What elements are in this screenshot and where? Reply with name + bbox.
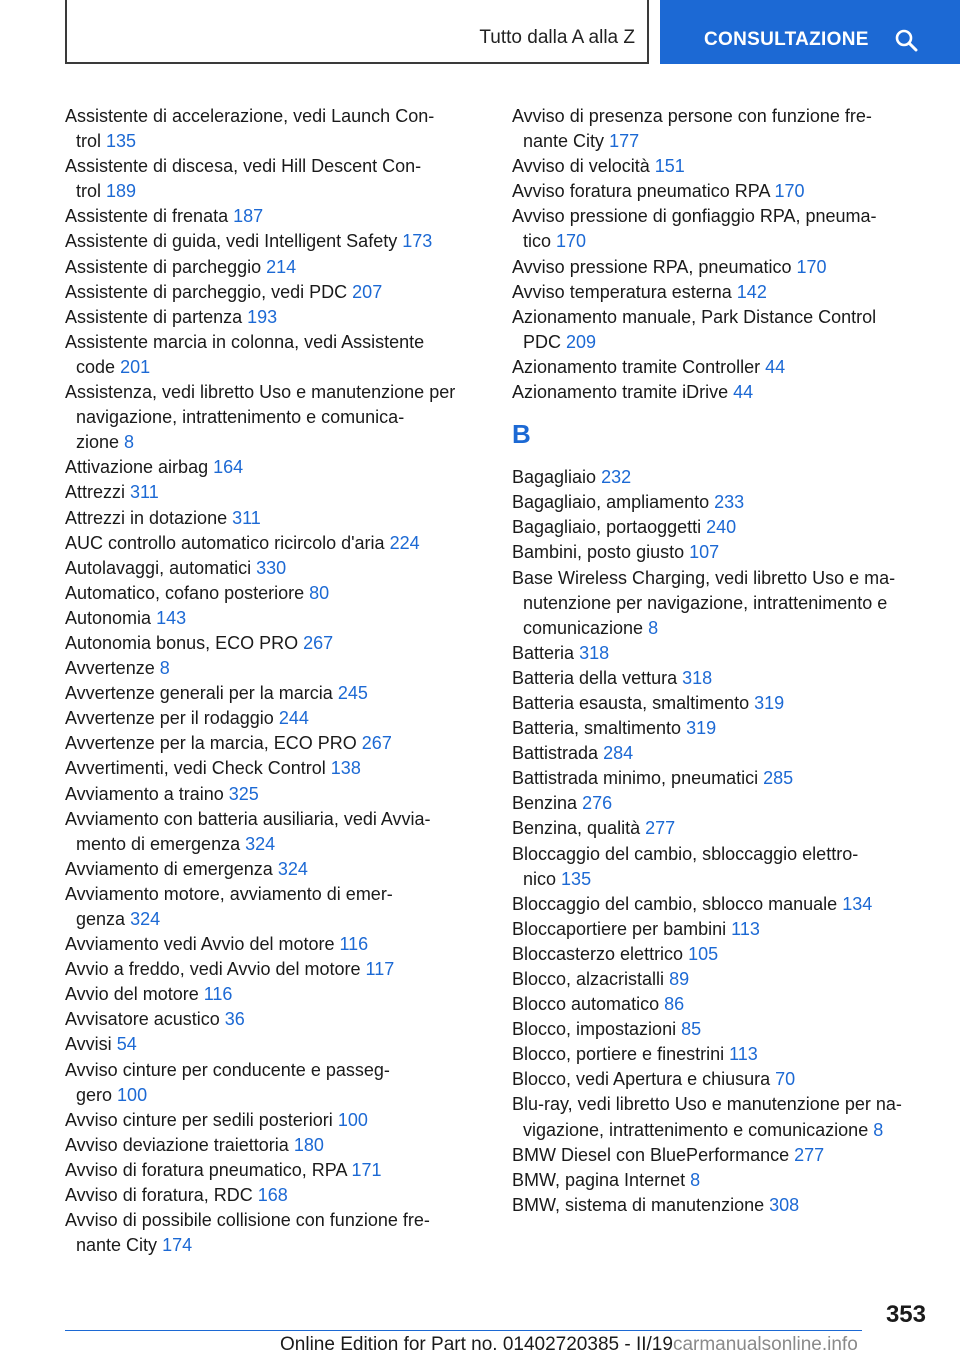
page-reference-link[interactable]: 117	[365, 959, 395, 980]
footer-edition-text: Online Edition for Part no. 01402720385 - II/19	[280, 1334, 673, 1355]
index-entry	[65, 229, 505, 254]
index-entry-text: Assistente di accelerazione, vedi Launch Con-	[65, 106, 435, 126]
index-entry	[512, 179, 952, 204]
index-entry	[65, 1183, 505, 1208]
index-entry	[512, 355, 952, 380]
index-entry-text: Benzina, qualità	[512, 818, 641, 839]
page-reference-link[interactable]: 276	[582, 793, 613, 814]
search-icon[interactable]	[894, 28, 918, 52]
index-entry-text: Bambini, posto giusto	[512, 542, 685, 563]
page-reference-link[interactable]: 214	[266, 256, 297, 277]
index-entry-text: Azionamento manuale, Park Distance Control	[512, 306, 877, 327]
index-entry-text: Avviso temperatura esterna	[512, 281, 732, 302]
index-entry	[65, 204, 505, 229]
index-entry-text: Assistente di frenata	[65, 206, 229, 227]
page-reference-link[interactable]: 80	[309, 582, 330, 603]
index-entry-text-continued: nutenzione per navigazione, intrattenimento e	[523, 592, 888, 613]
index-entry	[65, 280, 505, 305]
index-entry-text: Benzina	[512, 793, 578, 814]
index-entry-text: Azionamento tramite iDrive	[512, 382, 729, 403]
page-reference-link[interactable]: 105	[688, 943, 719, 964]
index-entry	[65, 731, 505, 756]
page-reference-link[interactable]: 319	[686, 718, 717, 739]
index-entry-text: Batteria della vettura	[512, 667, 678, 688]
page-reference-link[interactable]: 36	[224, 1009, 245, 1030]
footer-watermark: carmanualsonline.info	[672, 1334, 858, 1355]
index-entry	[65, 631, 505, 656]
index-entry	[65, 154, 505, 204]
page-reference-link[interactable]: 134	[842, 893, 873, 914]
index-entry-text-continued: trol	[76, 181, 102, 202]
page-reference-link[interactable]: 324	[245, 833, 276, 854]
index-entry	[512, 942, 952, 967]
index-entry	[512, 204, 952, 254]
consultazione-tab[interactable]	[660, 0, 960, 64]
index-entry-text: Avviso foratura pneumatico RPA	[512, 181, 770, 202]
page-reference-link[interactable]: 168	[257, 1185, 288, 1206]
page-reference-link[interactable]: 324	[130, 909, 161, 929]
index-entry-text: Bloccaportiere per bambini	[512, 918, 727, 939]
index-entry	[512, 967, 952, 992]
section-title: Tutto dalla A alla Z	[479, 27, 635, 48]
index-entry	[65, 480, 505, 505]
index-entry-text: Avvertenze per la marcia, ECO PRO	[65, 733, 357, 754]
index-entry-text: Assistente di discesa, vedi Hill Descent Con-	[65, 156, 422, 177]
header-section-box	[65, 0, 649, 64]
index-entry	[512, 666, 952, 691]
page-reference-link[interactable]: 189	[106, 181, 137, 202]
page-reference-link[interactable]: 135	[106, 131, 137, 152]
index-entry	[512, 842, 952, 892]
index-entry-text: Attrezzi	[65, 482, 126, 503]
index-entry-text: Avvertenze generali per la marcia	[65, 683, 333, 704]
index-entry-text: Avviso di velocità	[512, 156, 650, 177]
index-entry-text: Batteria, smaltimento	[512, 718, 682, 739]
page-reference-link[interactable]: 171	[351, 1159, 382, 1180]
page-reference-link[interactable]: 319	[754, 692, 785, 713]
index-entry-text-continued: code	[76, 356, 116, 377]
index-entry-text-continued: nico	[523, 868, 557, 889]
index-entry-text: Autonomia bonus, ECO PRO	[65, 632, 299, 653]
page-reference-link[interactable]: 170	[774, 181, 805, 202]
section-letter-b: B	[512, 419, 531, 450]
index-entry-text-continued: comunicazione	[523, 617, 644, 638]
index-entry	[65, 857, 505, 882]
index-entry	[65, 556, 505, 581]
page-reference-link[interactable]: 330	[256, 557, 287, 578]
index-entry-text: BMW, pagina Internet	[512, 1169, 686, 1190]
index-entry	[65, 305, 505, 330]
index-entry	[512, 1042, 952, 1067]
page-reference-link[interactable]: 277	[794, 1144, 825, 1165]
page-reference-link[interactable]: 86	[664, 994, 685, 1015]
page-reference-link[interactable]: 107	[689, 542, 720, 563]
index-entry-text: Bagagliaio	[512, 467, 597, 488]
index-entry	[65, 1032, 505, 1057]
index-entry	[512, 465, 952, 490]
index-column-right	[512, 104, 952, 1218]
index-entry	[512, 992, 952, 1017]
index-entry-text: Autonomia	[65, 607, 152, 628]
footer-divider	[65, 1330, 862, 1331]
index-entry	[512, 1017, 952, 1042]
index-entry	[512, 154, 952, 179]
index-entry	[512, 917, 952, 942]
index-entry-text: Bagagliaio, portaoggetti	[512, 517, 702, 538]
index-entry-text: Avviamento con batteria ausiliaria, vedi Avvia-	[65, 808, 431, 829]
index-entry	[512, 280, 952, 305]
index-entry-text: Avviso pressione RPA, pneumatico	[512, 256, 792, 277]
page-reference-link[interactable]: 44	[765, 356, 786, 377]
index-entry-text-continued: genza	[76, 909, 126, 929]
index-group-a	[512, 104, 952, 405]
page-reference-link[interactable]: 70	[775, 1069, 796, 1090]
page-reference-link[interactable]: 116	[203, 984, 233, 1005]
page-reference-link[interactable]: 209	[566, 331, 597, 352]
page-reference-link[interactable]: 174	[162, 1235, 193, 1256]
index-entry-text: Avvio del motore	[65, 984, 199, 1005]
page-reference-link[interactable]: 44	[733, 382, 754, 403]
page-reference-link[interactable]: 177	[609, 131, 640, 152]
page-reference-link[interactable]: 207	[352, 281, 383, 302]
index-entry-text: Avviamento a traino	[65, 783, 224, 804]
page-reference-link[interactable]: 311	[130, 482, 159, 503]
index-entry-text: Bloccaggio del cambio, sbloccaggio elettro-	[512, 843, 859, 864]
page-reference-link[interactable]: 232	[601, 467, 632, 488]
page-reference-link[interactable]: 224	[389, 532, 420, 553]
page-reference-link[interactable]: 201	[120, 356, 151, 377]
page-reference-link[interactable]: 245	[337, 683, 368, 704]
index-entry-text: BMW, sistema di manutenzione	[512, 1194, 765, 1215]
index-entry	[65, 756, 505, 781]
index-entry-text: Assistente di parcheggio	[65, 256, 262, 277]
index-entry	[65, 1058, 505, 1108]
page-reference-link[interactable]: 284	[603, 743, 634, 764]
index-entry	[512, 716, 952, 741]
index-entry	[65, 455, 505, 480]
index-entry-text: Battistrada minimo, pneumatici	[512, 768, 759, 789]
index-entry-text: Avviamento motore, avviamento di emer-	[65, 883, 393, 904]
index-entry	[512, 816, 952, 841]
index-entry	[512, 540, 952, 565]
index-entry	[65, 531, 505, 556]
index-entry-text: Blocco, impostazioni	[512, 1019, 677, 1040]
index-entry	[512, 892, 952, 917]
index-entry	[65, 255, 505, 280]
index-entry	[512, 1193, 952, 1218]
page-reference-link[interactable]: 100	[337, 1109, 368, 1130]
index-entry-text-continued: navigazione, intrattenimento e comunica-	[76, 407, 405, 428]
index-entry-text: Avvisi	[65, 1034, 112, 1055]
page-reference-link[interactable]: 170	[556, 231, 587, 252]
index-entry-text-continued: mento di emergenza	[76, 833, 241, 854]
index-entry-text: AUC controllo automatico ricircolo d'aria	[65, 532, 385, 553]
index-entry	[65, 957, 505, 982]
index-entry-text-continued: gero	[76, 1084, 113, 1105]
page-reference-link[interactable]: 143	[156, 607, 187, 628]
page-reference-link[interactable]: 318	[682, 667, 713, 688]
index-entry-text: Avvisatore acustico	[65, 1009, 220, 1030]
footer-edition	[280, 1334, 858, 1356]
index-entry-text: Attrezzi in dotazione	[65, 507, 228, 528]
index-entry-text-continued: trol	[76, 131, 102, 152]
index-entry	[65, 1007, 505, 1032]
index-entry-text: Batteria	[512, 642, 575, 663]
page-reference-link[interactable]: 142	[736, 281, 767, 302]
index-entry	[65, 706, 505, 731]
page-reference-link[interactable]: 170	[796, 256, 827, 277]
index-entry-text: Blocco, alzacristalli	[512, 969, 665, 989]
index-entry-text: Avviso di presenza persone con funzione fre-	[512, 106, 872, 126]
page-reference-link[interactable]: 164	[213, 457, 244, 478]
index-entry	[65, 1158, 505, 1183]
index-entry	[65, 1208, 505, 1258]
index-entry-text: BMW Diesel con BluePerformance	[512, 1144, 790, 1165]
index-entry	[512, 515, 952, 540]
page-reference-link[interactable]: 277	[645, 818, 676, 839]
index-entry-text: Blu-ray, vedi libretto Uso e manutenzione per na-	[512, 1094, 902, 1115]
page-reference-link[interactable]: 8	[690, 1169, 701, 1190]
index-entry	[512, 641, 952, 666]
index-entry	[65, 982, 505, 1007]
index-entry	[512, 766, 952, 791]
index-entry	[512, 1168, 952, 1193]
index-entry-text: Assistente di partenza	[65, 306, 243, 327]
index-entry-text: Avviso di foratura, RDC	[65, 1185, 253, 1206]
page-reference-link[interactable]: 8	[124, 432, 135, 453]
index-entry-text-continued: vigazione, intrattenimento e comunicazione	[523, 1119, 869, 1140]
index-entry-text: Avviso di possibile collisione con funzione fre-	[65, 1210, 430, 1231]
index-entry	[65, 656, 505, 681]
index-entry-text: Blocco automatico	[512, 994, 660, 1015]
page-reference-link[interactable]: 325	[228, 783, 259, 804]
page-reference-link[interactable]: 116	[339, 934, 369, 955]
index-entry	[65, 380, 505, 455]
index-entry-text-continued: PDC	[523, 331, 562, 352]
index-entry-text: Avviso pressione di gonfiaggio RPA, pneuma-	[512, 206, 877, 227]
page-reference-link[interactable]: 8	[648, 617, 659, 638]
index-entry	[512, 741, 952, 766]
index-entry-text-continued: tico	[523, 231, 552, 252]
index-entry-text: Avviamento vedi Avvio del motore	[65, 934, 335, 955]
page-reference-link[interactable]: 89	[669, 969, 690, 989]
page-reference-link[interactable]: 151	[654, 156, 685, 177]
index-entry-text: Avviso deviazione traiettoria	[65, 1134, 289, 1155]
index-entry	[512, 305, 952, 355]
index-entry-text: Automatico, cofano posteriore	[65, 582, 305, 603]
index-entry-text: Avviamento di emergenza	[65, 858, 273, 879]
index-entry	[512, 1143, 952, 1168]
index-entry-text: Autolavaggi, automatici	[65, 557, 252, 578]
page-reference-link[interactable]: 324	[277, 858, 308, 879]
index-entry-text: Assistente marcia in colonna, vedi Assistente	[65, 331, 425, 352]
page-reference-link[interactable]: 267	[303, 632, 334, 653]
index-entry-text: Base Wireless Charging, vedi libretto Uso e ma-	[512, 567, 896, 588]
index-entry-text: Battistrada	[512, 743, 599, 764]
index-entry	[65, 330, 505, 380]
index-entry-text: Avvio a freddo, vedi Avvio del motore	[65, 959, 361, 980]
page-reference-link[interactable]: 180	[293, 1134, 324, 1155]
index-entry-text: Batteria esausta, smaltimento	[512, 692, 750, 713]
index-entry	[65, 681, 505, 706]
page-reference-link[interactable]: 8	[159, 658, 170, 679]
page-reference-link[interactable]: 244	[278, 708, 309, 729]
index-entry	[512, 691, 952, 716]
index-entry-text-continued: nante City	[76, 1235, 158, 1256]
page-reference-link[interactable]: 8	[873, 1119, 884, 1140]
page-reference-link[interactable]: 135	[561, 868, 592, 889]
index-entry	[65, 581, 505, 606]
page-reference-link[interactable]: 285	[763, 768, 794, 789]
index-entry-text-continued: zione	[76, 432, 120, 453]
index-entry-text: Assistente di parcheggio, vedi PDC	[65, 281, 348, 302]
index-entry	[512, 104, 952, 154]
page-reference-link[interactable]: 233	[714, 492, 745, 513]
index-entry	[65, 104, 505, 154]
index-entry-text: Bloccaggio del cambio, sblocco manuale	[512, 893, 838, 914]
index-entry-text: Assistenza, vedi libretto Uso e manutenzione per	[65, 382, 456, 403]
index-entry	[65, 506, 505, 531]
page-reference-link[interactable]: 308	[769, 1194, 800, 1215]
page-reference-link[interactable]: 85	[681, 1019, 702, 1040]
index-entry	[65, 932, 505, 957]
index-column-left	[65, 104, 505, 1258]
page-reference-link[interactable]: 311	[232, 507, 261, 528]
index-entry-text: Avviso di foratura pneumatico, RPA	[65, 1159, 347, 1180]
index-entry-text: Avviso cinture per sedili posteriori	[65, 1109, 333, 1130]
index-entry	[512, 380, 952, 405]
page-number: 353	[885, 1301, 926, 1328]
index-entry-text: Blocco, vedi Apertura e chiusura	[512, 1069, 771, 1090]
index-entry	[512, 566, 952, 641]
consultazione-tab-label: CONSULTAZIONE	[704, 29, 869, 50]
index-entry	[65, 606, 505, 631]
index-group-b	[512, 465, 952, 1218]
index-entry-text: Azionamento tramite Controller	[512, 356, 761, 377]
index-entry-text: Avvertenze	[65, 658, 155, 679]
index-entry	[512, 490, 952, 515]
index-entry-text: Bloccasterzo elettrico	[512, 943, 684, 964]
index-entry	[65, 782, 505, 807]
page-reference-link[interactable]: 54	[116, 1034, 137, 1055]
index-entry-text: Assistente di guida, vedi Intelligent Safety	[65, 231, 398, 252]
index-entry	[512, 1067, 952, 1092]
page-reference-link[interactable]: 138	[330, 758, 361, 779]
index-entry-text: Bagagliaio, ampliamento	[512, 492, 710, 513]
index-entry-text: Attivazione airbag	[65, 457, 209, 478]
index-entry-text: Avviso cinture per conducente e passeg-	[65, 1059, 390, 1080]
index-entry	[512, 255, 952, 280]
page-reference-link[interactable]: 113	[731, 918, 760, 939]
index-entry	[65, 807, 505, 857]
page-reference-link[interactable]: 113	[729, 1044, 758, 1065]
index-entry	[65, 1108, 505, 1133]
page-reference-link[interactable]: 187	[233, 206, 264, 227]
index-entry	[65, 882, 505, 932]
page-reference-link[interactable]: 100	[117, 1084, 148, 1105]
page-reference-link[interactable]: 193	[247, 306, 278, 327]
index-entry	[65, 1133, 505, 1158]
page-reference-link[interactable]: 267	[361, 733, 392, 754]
index-entry-text: Avvertimenti, vedi Check Control	[65, 758, 326, 779]
page-reference-link[interactable]: 318	[579, 642, 610, 663]
index-entry-text-continued: nante City	[523, 131, 605, 152]
page-reference-link[interactable]: 240	[706, 517, 737, 538]
index-entry-text: Avvertenze per il rodaggio	[65, 708, 274, 729]
page-reference-link[interactable]: 173	[402, 231, 433, 252]
index-entry-text: Blocco, portiere e finestrini	[512, 1044, 725, 1065]
index-entry	[512, 1092, 952, 1142]
index-entry	[512, 791, 952, 816]
